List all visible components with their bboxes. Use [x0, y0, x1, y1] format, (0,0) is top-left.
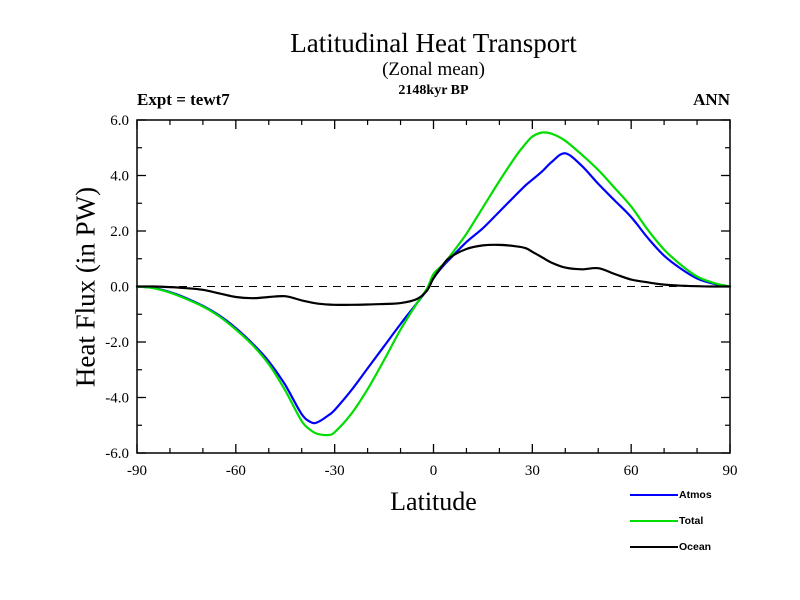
legend-item-ocean — [630, 534, 770, 560]
x-tick-label: -60 — [225, 463, 246, 479]
experiment-label: Expt = tewt7 — [137, 90, 230, 109]
y-tick-label: 2.0 — [110, 224, 129, 240]
legend-label-atmos: Atmos — [679, 489, 712, 501]
chart-title: Latitudinal Heat Transport — [290, 28, 577, 58]
legend-line-ocean — [630, 546, 678, 548]
x-tick-label: -90 — [127, 463, 147, 479]
x-tick-label: 90 — [722, 463, 738, 479]
time-label: 2148kyr BP — [398, 83, 469, 98]
legend-line-total — [630, 520, 678, 522]
y-tick-label: 6.0 — [110, 113, 129, 129]
y-tick-label: -2.0 — [105, 335, 129, 351]
y-tick-label: -6.0 — [105, 446, 129, 462]
legend-label-total: Total — [679, 515, 704, 527]
legend-line-atmos — [630, 494, 678, 496]
x-tick-label: 30 — [524, 463, 540, 479]
x-axis-label: Latitude — [390, 487, 477, 516]
series-line-total — [137, 132, 730, 435]
legend-item-atmos — [630, 482, 770, 508]
legend — [630, 482, 770, 560]
y-tick-label: -4.0 — [105, 390, 129, 407]
chart-subtitle: (Zonal mean) — [382, 59, 485, 80]
season-label: ANN — [693, 90, 730, 109]
y-tick-label: 4.0 — [110, 168, 129, 185]
legend-item-total — [630, 508, 770, 534]
y-axis-label: Heat Flux (in PW) — [70, 186, 101, 388]
series-line-atmos — [137, 153, 730, 423]
x-tick-label: -30 — [324, 463, 345, 479]
x-tick-label: 60 — [623, 463, 639, 479]
legend-label-ocean: Ocean — [679, 541, 712, 553]
x-tick-label: 0 — [429, 463, 438, 479]
y-tick-label: 0.0 — [110, 279, 129, 296]
